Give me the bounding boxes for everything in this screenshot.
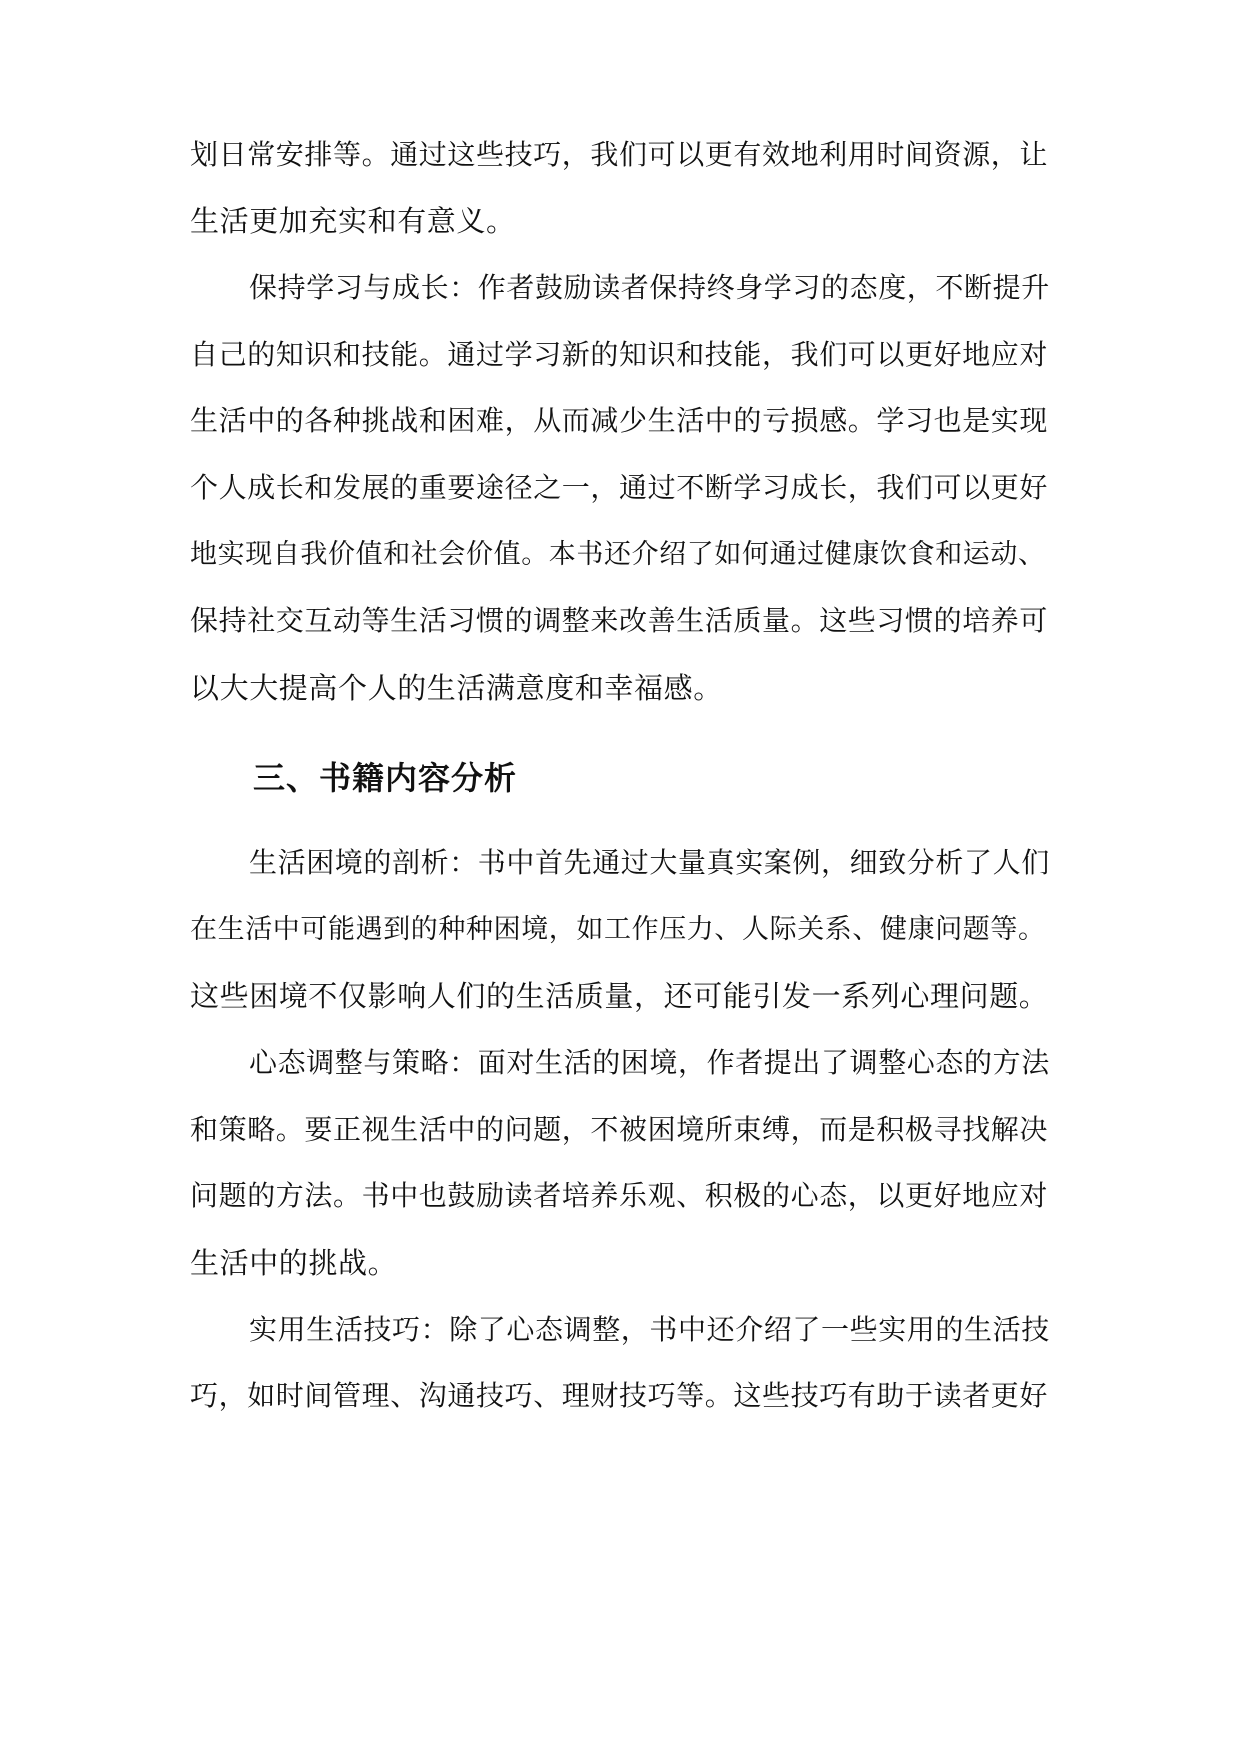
- paragraph-3-line-2: 在生活中可能遇到的种种困境，如工作压力、人际关系、健康问题等。: [190, 914, 1046, 945]
- paragraph-5-line-1: 实用生活技巧：除了心态调整，书中还介绍了一些实用的生活技: [249, 1313, 1050, 1346]
- paragraph-2-line-6: 保持社交互动等生活习惯的调整来改善生活质量。这些习惯的培养可: [190, 604, 1049, 637]
- paragraph-4-line-2: 和策略。要正视生活中的问题，不被困境所束缚，而是积极寻找解决: [190, 1113, 1049, 1146]
- paragraph-2-line-7: 以大大提高个人的生活满意度和幸福感。: [190, 671, 723, 705]
- paragraph-3-line-1: 生活困境的剖析：书中首先通过大量真实案例，细致分析了人们: [249, 846, 1050, 879]
- paragraph-2-line-3: 生活中的各种挑战和困难，从而减少生活中的亏损感。学习也是实现: [190, 404, 1049, 437]
- paragraph-5-line-2: 巧，如时间管理、沟通技巧、理财技巧等。这些技巧有助于读者更好: [190, 1379, 1049, 1412]
- paragraph-4-line-1: 心态调整与策略：面对生活的困境，作者提出了调整心态的方法: [249, 1046, 1050, 1079]
- paragraph-3-line-3: 这些困境不仅影响人们的生活质量，还可能引发一系列心理问题。: [190, 979, 1049, 1013]
- paragraph-1-line-1: 划日常安排等。通过这些技巧，我们可以更有效地利用时间资源，让: [190, 138, 1049, 171]
- paragraph-4-line-4: 生活中的挑战。: [190, 1246, 398, 1280]
- paragraph-1-line-2: 生活更加充实和有意义。: [190, 204, 516, 238]
- paragraph-2-line-1: 保持学习与成长：作者鼓励读者保持终身学习的态度，不断提升: [249, 271, 1050, 304]
- paragraph-2-line-4: 个人成长和发展的重要途径之一，通过不断学习成长，我们可以更好: [190, 471, 1049, 504]
- paragraph-2-line-2: 自己的知识和技能。通过学习新的知识和技能，我们可以更好地应对: [190, 338, 1049, 371]
- paragraph-2-line-5: 地实现自我价值和社会价值。本书还介绍了如何通过健康饮食和运动、: [190, 539, 1046, 570]
- paragraph-4-line-3: 问题的方法。书中也鼓励读者培养乐观、积极的心态，以更好地应对: [190, 1179, 1049, 1212]
- section-heading: 三、书籍内容分析: [253, 759, 518, 797]
